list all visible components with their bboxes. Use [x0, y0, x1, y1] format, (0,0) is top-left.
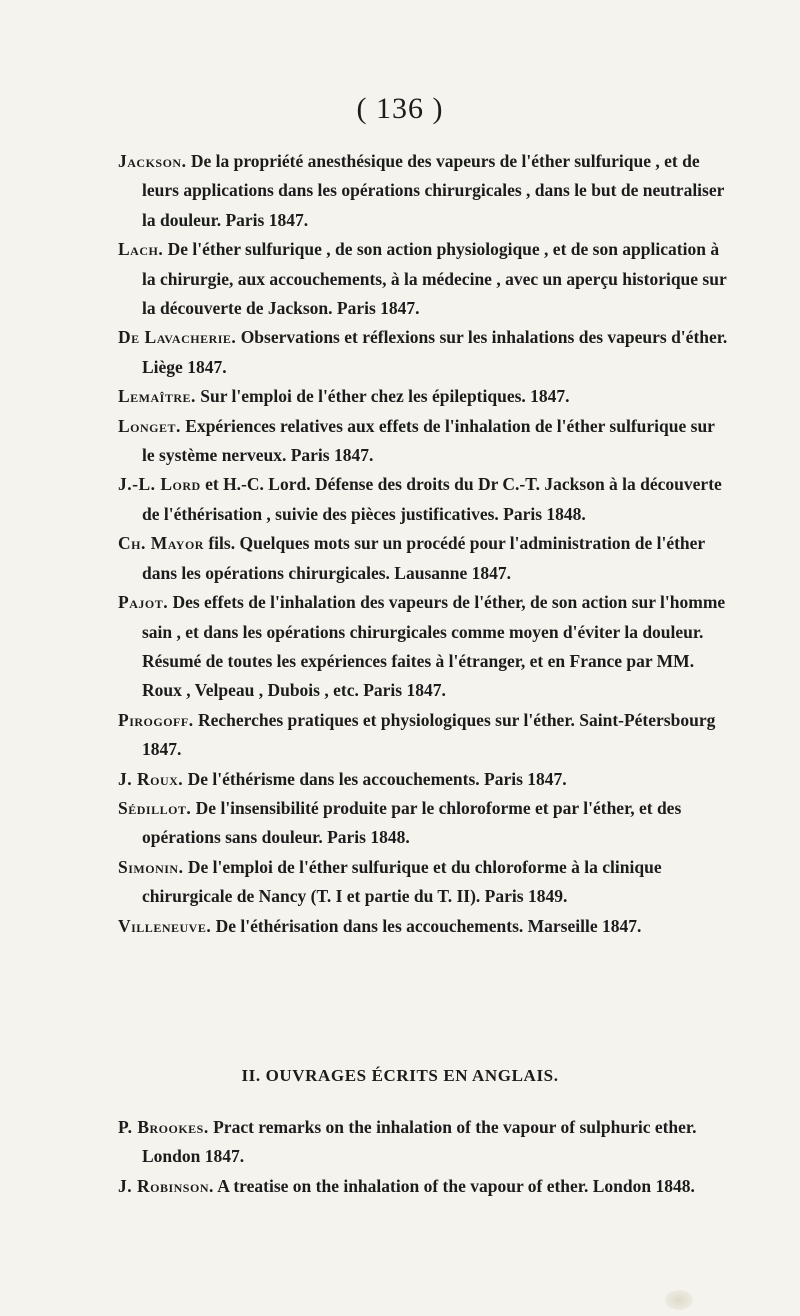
bibliography-entry [118, 382, 730, 411]
entry-author: Pajot. [118, 592, 169, 613]
french-bibliography-list [118, 147, 730, 941]
bibliography-entry [118, 912, 730, 941]
entry-author: Simonin. [118, 856, 184, 877]
page-number: ( 136 ) [356, 92, 444, 125]
bibliography-entry [118, 853, 730, 912]
bibliography-entry [118, 529, 730, 588]
entry-text: A treatise on the inhalation of the vapour of ether. London 1848. [213, 1175, 695, 1196]
entry-text: Recherches pratiques et physiologiques sur l'éther. Saint-Pétersbourg 1847. [142, 709, 716, 760]
entry-text: De l'insensibilité produite par le chloroforme et par l'éther, et des opérations sans douleur. Paris 1848. [142, 797, 682, 848]
entry-author: J. Robinson. [118, 1175, 214, 1196]
entry-author: Ch. Mayor [118, 533, 204, 554]
bibliography-entry [118, 147, 730, 235]
entry-author: Sédillot. [118, 797, 192, 818]
entry-text: Expériences relatives aux effets de l'inhalation de l'éther sulfurique sur le système nerveux. Paris 1847. [142, 415, 715, 466]
entry-author: De Lavacherie. [118, 327, 237, 348]
bibliography-entry [118, 794, 730, 853]
entry-text: Sur l'emploi de l'éther chez les épileptiques. 1847. [195, 386, 570, 407]
entry-text: De l'emploi de l'éther sulfurique et du chloroforme à la clinique chirurgicale de Nancy (T. I et partie du T. II). Paris 1849. [142, 856, 662, 907]
entry-author: J. Roux. [118, 768, 184, 789]
entry-author: Lach. [118, 239, 164, 260]
bibliography-entry [118, 412, 730, 471]
entry-author: J.-L. Lord [118, 474, 201, 495]
entry-text: fils. Quelques mots sur un procédé pour l'administration de l'éther dans les opérations chirurgicales. Lausanne 1847. [142, 533, 705, 583]
entry-author: P. Brookes. [118, 1117, 209, 1137]
section-heading: II. OUVRAGES ÉCRITS EN ANGLAIS. [241, 1066, 559, 1085]
bibliography-entry [118, 1113, 730, 1172]
entry-author: Pirogoff. [118, 709, 194, 730]
entry-author: Lemaître. [118, 386, 196, 407]
entry-text: De l'éther sulfurique , de son action physiologique , et de son application à la chirurgie, aux accouchements, à la médecine , avec un aperçu historique sur la découverte de Jackson. Paris 1847. [142, 239, 727, 319]
entry-author: Longet. [118, 415, 181, 436]
english-bibliography-list [118, 1113, 730, 1201]
entry-text: De la propriété anesthésique des vapeurs de l'éther sulfurique , et de leurs applications dans les opérations chirurgicales , dans le but de neutraliser la douleur. Paris 1847. [142, 151, 725, 230]
entry-text: De l'éthérisme dans les accouchements. Paris 1847. [183, 768, 567, 789]
entry-author: Jackson. [118, 151, 187, 171]
entry-text: et H.-C. Lord. Défense des droits du Dr C.-T. Jackson à la découverte de l'éthérisation , suivie des pièces justificatives. Paris 1848. [142, 474, 722, 524]
bibliography-entry [118, 323, 730, 382]
entry-text: Pract remarks on the inhalation of the vapour of sulphuric ether. London 1847. [142, 1117, 697, 1167]
bibliography-entry [118, 765, 730, 794]
bibliography-entry [118, 706, 730, 765]
entry-text: Des effets de l'inhalation des vapeurs de l'éther, de son action sur l'homme sain , et dans les opérations chirurgicales comme moyen d'éviter la douleur. Résumé de toutes les expériences faites à l'étranger, et en France par MM. Roux , Velpeau , Dubois , etc. Paris 1847. [142, 592, 726, 701]
bibliography-entry [118, 588, 730, 706]
bibliography-entry [118, 470, 730, 529]
bibliography-entry [118, 1172, 730, 1201]
paper-stain [665, 1290, 693, 1310]
entry-text: De l'éthérisation dans les accouchements. Marseille 1847. [211, 915, 642, 936]
entry-text: Observations et réflexions sur les inhalations des vapeurs d'éther. Liège 1847. [142, 327, 728, 377]
bibliography-entry [118, 235, 730, 323]
entry-author: Villeneuve. [118, 915, 212, 936]
